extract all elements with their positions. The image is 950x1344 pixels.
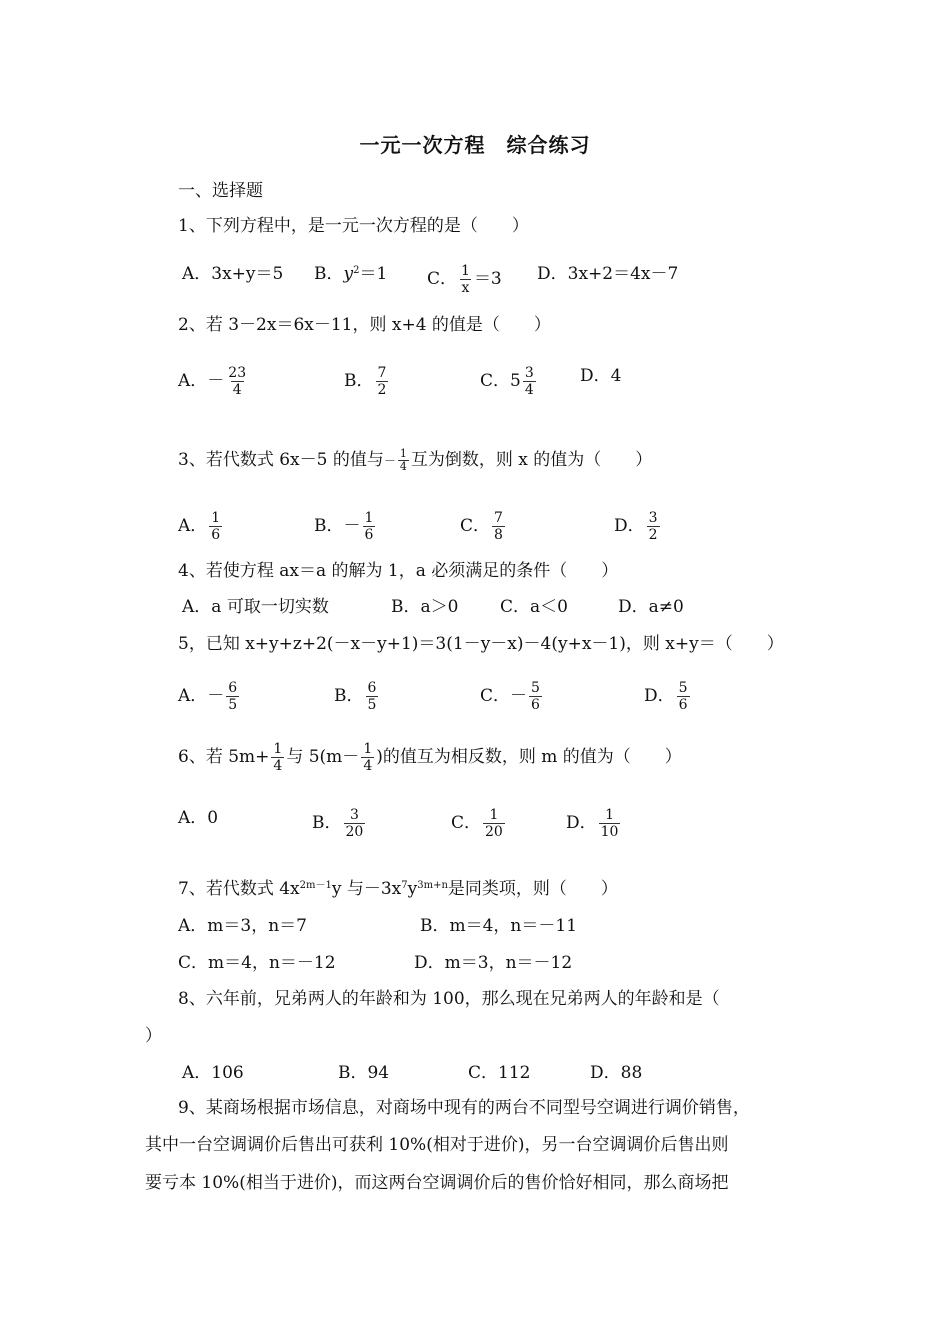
q5-option-a: A．－ $\frac{6}{5}$ [178,680,238,713]
question-9-line-1: 9、某商场根据市场信息，对商场中现有的两台不同型号空调进行调价销售， [178,1098,750,1118]
question-1-stem: 1、下列方程中，是一元一次方程的是（ ） [178,216,529,236]
q4-option-d: D．a≠0 [618,597,684,617]
question-4-stem: 4、若使方程 ax＝a 的解为 1，a 必须满足的条件（ ） [178,561,619,581]
question-8-stem-end: ） [145,1026,162,1046]
q8-option-a: A．106 [182,1063,244,1083]
question-3-stem: 3、若代数式 6x－5 的值与－ $\frac{1}{4}$ 互为倒数，则 x 的值为（ ） [178,447,653,473]
q3-option-a: A． $\frac{1}{6}$ [178,510,221,543]
q1-option-d: D．3x+2＝4x－7 [537,264,679,284]
q4-option-c: C．a＜0 [500,597,568,617]
q7-option-a: A．m＝3，n＝7 [178,916,307,936]
q7-option-b: B．m＝4，n＝－11 [420,916,578,936]
q2-option-c: C．5 $\frac{3}{4}$ [480,365,534,398]
q4-option-b: B．a＞0 [391,597,459,617]
q6-option-d: D． $\frac{1}{10}$ [566,807,619,840]
q6-option-c: C． $\frac{1}{20}$ [451,807,503,840]
question-5-stem: 5，已知 x+y+z+2(－x－y+1)＝3(1－y－x)－4(y+x－1)，则 x+y＝（ ） [178,634,784,654]
question-2-stem: 2、若 3－2x＝6x－11，则 x+4 的值是（ ） [178,315,551,335]
question-8-stem: 8、六年前，兄弟两人的年龄和为 100，那么现在兄弟两人的年龄和是（ [178,989,720,1009]
question-7-stem: 7、若代数式 $4x^{2m-1}y$ 与$-3x^7y^{3m+n}$是同类项，则（ ） [178,879,618,899]
q3-option-b: B．－ $\frac{1}{6}$ [314,510,374,543]
question-6-stem: 6、若 5m+ $\frac{1}{4}$ 与 5(m－ $\frac{1}{4}$ )的值互为相反数，则 m 的值为（ ） [178,741,682,774]
question-9-line-3: 要亏本 10%(相当于进价)，而这两台空调调价后的售价恰好相同，那么商场把 [145,1173,729,1193]
q2-option-d: D．4 [580,366,622,386]
q5-option-c: C．－ $\frac{5}{6}$ [480,680,540,713]
q3-option-c: C． $\frac{7}{8}$ [460,510,503,543]
q8-option-c: C．112 [468,1063,531,1083]
q4-option-a: A．a 可取一切实数 [182,597,329,617]
q6-option-a: A．0 [178,808,219,828]
q7-option-d: D．m＝3，n＝－12 [414,953,573,973]
q6-option-b: B． $\frac{3}{20}$ [312,807,364,840]
section-heading: 一、选择题 [178,181,263,201]
q8-option-d: D．88 [590,1063,643,1083]
q8-option-b: B．94 [338,1063,390,1083]
q1-option-a: A．3x+y＝5 [182,264,284,284]
q5-option-b: B． $\frac{6}{5}$ [334,680,377,713]
q3-option-d: D． $\frac{3}{2}$ [614,510,658,543]
q5-option-d: D． $\frac{5}{6}$ [644,680,688,713]
q7-option-c: C．m＝4，n＝－12 [178,953,336,973]
page-title: 一元一次方程 综合练习 [359,133,591,157]
question-9-line-2: 其中一台空调调价后售出可获利 10%(相对于进价)，另一台空调调价后售出则 [145,1135,729,1155]
q1-option-b: B．$y^2=1$ [314,264,388,284]
q2-option-b: B． $\frac{7}{2}$ [344,365,387,398]
q1-option-c: C． $\frac{1}{x}$ ＝3 [427,263,502,296]
q2-option-a: A．－ $\frac{23}{4}$ [178,365,247,398]
